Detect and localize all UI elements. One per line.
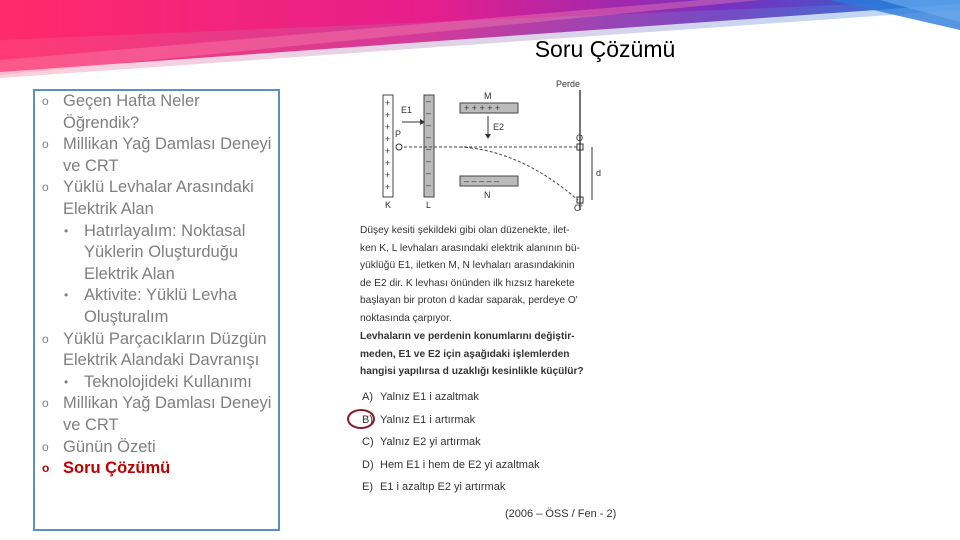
label-l: L	[426, 200, 432, 210]
label-k: K	[385, 200, 392, 210]
circle-bullet-icon: o	[42, 439, 49, 454]
svg-text:–: –	[426, 96, 432, 106]
svg-text:+: +	[385, 98, 391, 108]
svg-text:+: +	[385, 182, 391, 192]
option-text: E1 i azaltıp E2 yi artırmak	[380, 481, 506, 493]
circle-bullet-icon: o	[42, 396, 49, 411]
agenda-item-label: Soru Çözümü	[63, 459, 171, 478]
answer-option[interactable]	[362, 436, 481, 448]
label-e2: E2	[493, 122, 505, 132]
agenda-item-label: Günün Özeti	[63, 437, 156, 456]
deflected-path	[460, 147, 578, 200]
option-text: Yalnız E1 i azaltmak	[380, 391, 479, 403]
option-letter: C)	[362, 436, 374, 448]
circle-bullet-icon: o	[42, 461, 50, 476]
svg-text:–: –	[426, 132, 432, 142]
svg-text:+: +	[385, 110, 391, 120]
question-line: Levhaların ve perdenin konumlarını değiştir-	[360, 331, 575, 342]
agenda-item	[35, 372, 278, 394]
question-line: meden, E1 ve E2 için aşağıdaki işlemlerden	[360, 348, 570, 360]
svg-text:–: –	[426, 168, 432, 178]
problem-line: Düşey kesiti şekildeki gibi olan düzenekte, ilet-	[360, 225, 570, 236]
problem-line: de E2 dir. K levhası önünden ilk hızsız harekete	[360, 277, 575, 289]
problem-line: ken K, L levhaları arasındaki elektrik alanının bü-	[360, 242, 580, 254]
agenda-list	[35, 91, 278, 480]
circle-bullet-icon: o	[42, 137, 49, 152]
agenda-outline	[33, 89, 280, 531]
dot-bullet-icon: •	[64, 223, 69, 238]
agenda-item-label: Geçen Hafta Neler Öğrendik?	[63, 92, 200, 132]
svg-text:+: +	[385, 122, 391, 132]
label-m: M	[484, 91, 492, 101]
option-text: Yalnız E2 yi artırmak	[380, 436, 481, 448]
svg-text:+: +	[385, 158, 391, 168]
agenda-item	[35, 221, 278, 286]
slide-title: Soru Çözümü	[534, 36, 676, 62]
svg-text:– – – – –: – – – – –	[464, 176, 500, 186]
option-text: Hem E1 i hem de E2 yi azaltmak	[380, 458, 540, 471]
label-d: d	[596, 168, 602, 178]
circle-bullet-icon: o	[42, 180, 49, 195]
svg-text:+: +	[385, 134, 391, 144]
label-perde: Perde	[556, 79, 581, 89]
svg-text:–: –	[426, 144, 432, 154]
agenda-item-label: Teknolojideki Kullanımı	[84, 372, 252, 391]
label-o: O	[576, 133, 584, 143]
svg-text:–: –	[426, 120, 432, 130]
agenda-item	[35, 329, 278, 372]
problem-line: başlayan bir proton d kadar saparak, perdeye O'	[360, 295, 578, 307]
agenda-item-label: Hatırlayalım: Noktasal Yüklerin Oluşturduğu Elektrik Alan	[84, 221, 246, 283]
agenda-item	[35, 134, 278, 177]
agenda-item	[35, 177, 278, 220]
option-letter: A)	[362, 391, 373, 403]
problem-statement	[360, 222, 632, 328]
agenda-item-label: Aktivite: Yüklü Levha Oluşturalım	[84, 286, 237, 326]
svg-text:–: –	[426, 108, 432, 118]
label-n: N	[484, 190, 491, 200]
circle-bullet-icon: o	[42, 331, 49, 346]
agenda-item	[35, 437, 278, 459]
agenda-item	[35, 285, 278, 328]
agenda-item	[35, 393, 278, 436]
option-text: Yalnız E1 i artırmak	[380, 413, 476, 426]
agenda-item-label: Yüklü Parçacıkların Düzgün Elektrik Alandaki Davranışı	[63, 329, 267, 370]
svg-text:–: –	[426, 156, 432, 166]
answer-option[interactable]	[362, 414, 475, 426]
svg-text:+: +	[385, 146, 391, 156]
agenda-item-label: Millikan Yağ Damlası Deneyi ve CRT	[63, 394, 272, 434]
problem-question	[360, 328, 632, 381]
agenda-item-label: Millikan Yağ Damlası Deneyi ve CRT	[63, 135, 272, 175]
problem-line: noktasında çarpıyor.	[360, 312, 452, 324]
question-line: hangisi yapılırsa d uzaklığı kesinlikle küçülür?	[360, 366, 584, 378]
agenda-item-label: Yüklü Levhalar Arasındaki Elektrik Alan	[63, 178, 254, 218]
problem-source: (2006 – ÖSS / Fen - 2)	[505, 508, 617, 520]
svg-text:+ + + + +: + + + + +	[464, 103, 501, 113]
option-letter: D)	[362, 458, 374, 471]
label-p: P	[395, 129, 402, 139]
answer-option[interactable]	[362, 481, 505, 493]
dot-bullet-icon: •	[64, 374, 69, 389]
label-o1: O'	[574, 203, 583, 212]
answer-option[interactable]	[362, 391, 479, 403]
option-letter: E)	[362, 481, 373, 493]
problem-line: yüklüğü E1, iletken M, N levhaları arasındakinin	[360, 260, 575, 272]
svg-text:–: –	[426, 180, 432, 190]
dot-bullet-icon: •	[64, 288, 69, 303]
agenda-item	[35, 91, 278, 134]
agenda-item	[35, 458, 278, 480]
circle-bullet-icon: o	[42, 94, 49, 108]
answer-option[interactable]	[362, 459, 540, 471]
option-letter: B)	[362, 413, 373, 426]
proton-p	[396, 144, 402, 150]
svg-text:+: +	[385, 170, 391, 180]
answer-circle-icon	[347, 409, 375, 429]
label-e1: E1	[401, 105, 413, 115]
physics-diagram	[345, 72, 635, 212]
